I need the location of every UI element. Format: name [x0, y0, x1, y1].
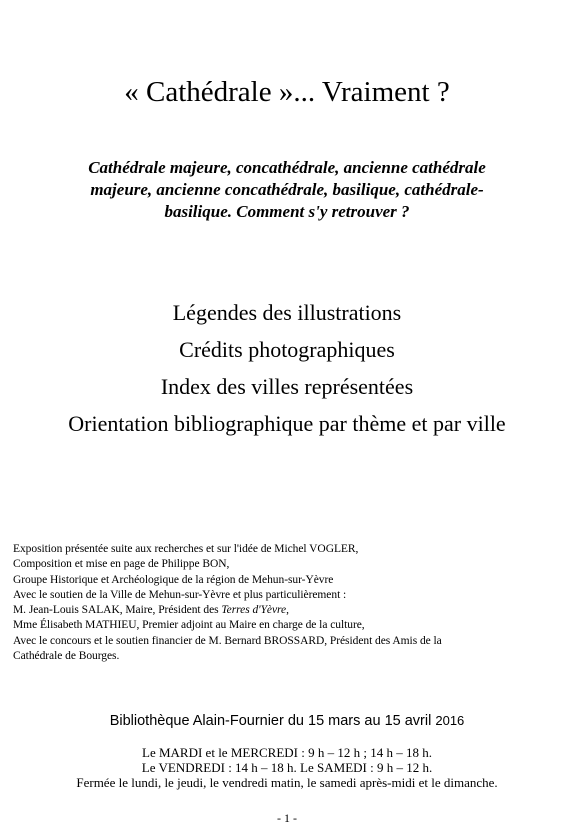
credits-line: Avec le soutien de la Ville de Mehun-sur-Yèvre et plus particulièrement :	[13, 588, 347, 601]
opening-hours	[0, 745, 574, 790]
credits-line	[13, 603, 563, 618]
contents-item: Légendes des illustrations	[172, 300, 402, 325]
hours-line: Fermée le lundi, le jeudi, le vendredi matin, le samedi après-midi et le dimanche.	[76, 775, 498, 790]
credits-line: Avec le concours et le soutien financier de M. Bernard BROSSARD, Président des Amis de la	[13, 634, 442, 647]
subtitle-line: basilique. Comment s'y retrouver ?	[164, 202, 410, 221]
page-number: - 1 -	[277, 811, 297, 825]
hours-line: Le VENDREDI : 14 h – 18 h. Le SAMEDI : 9 h – 12 h.	[141, 760, 433, 775]
hours-line: Le MARDI et le MERCREDI : 9 h – 12 h ; 14 h – 18 h.	[142, 745, 432, 760]
credits-line: Groupe Historique et Archéologique de la région de Mehun-sur-Yèvre	[13, 573, 334, 586]
subtitle	[40, 157, 534, 223]
credits-line: Composition et mise en page de Philippe BON,	[13, 558, 230, 571]
exhibition-text: Bibliothèque Alain-Fournier du 15 mars au 15 avril	[109, 713, 436, 729]
subtitle-line: majeure, ancienne concathédrale, basilique, cathédrale-	[90, 180, 484, 199]
contents-list	[0, 300, 574, 448]
page-title: « Cathédrale »... Vraiment ?	[124, 76, 450, 108]
exhibition-dates	[0, 712, 574, 730]
exhibition-year: 2016	[435, 713, 465, 728]
credits-italic-text: Terres d'Yèvre	[221, 604, 287, 617]
credits-text: ,	[286, 604, 289, 617]
contents-item: Crédits photographiques	[179, 337, 395, 362]
contents-item: Index des villes représentées	[160, 374, 414, 399]
credits-line: Exposition présentée suite aux recherches et sur l'idée de Michel VOGLER,	[13, 543, 359, 555]
credits-text: M. Jean-Louis SALAK, Maire, Président des	[13, 604, 222, 617]
subtitle-line: Cathédrale majeure, concathédrale, ancienne cathédrale	[88, 158, 486, 177]
credits-line: Cathédrale de Bourges.	[13, 650, 120, 663]
contents-item: Orientation bibliographique par thème et par ville	[68, 411, 506, 436]
credits-block	[13, 542, 563, 664]
credits-line: Mme Élisabeth MATHIEU, Premier adjoint au Maire en charge de la culture,	[13, 619, 365, 632]
